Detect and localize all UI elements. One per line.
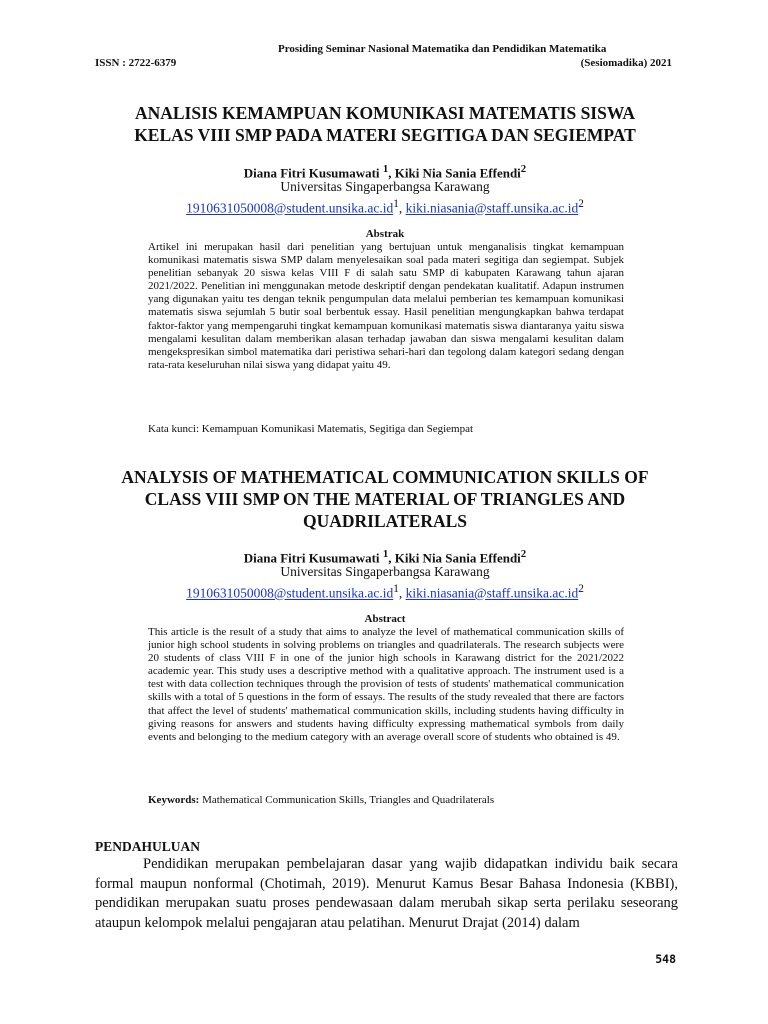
email-2-sup: 2 [578,583,584,595]
title-en-line-2: CLASS VIII SMP ON THE MATERIAL OF TRIANGLES AND [144,489,626,509]
email-link-1[interactable]: 1910631050008@student.unsika.ac.id [186,200,394,216]
author-separator: , [388,165,395,181]
proceedings-subtitle: (Sesiomadika) 2021 [580,57,672,69]
section-heading-pendahuluan: PENDAHULUAN [95,839,201,854]
email-separator: , [398,200,406,216]
author-2-sup: 2 [520,548,527,560]
intro-paragraph: Pendidikan merupakan pembelajaran dasar yang wajib didapatkan individu baik secara formal maupun nonformal (Chotimah, 2019). Menurut Kamus Besar Bahasa Indonesia (KBBI), pendidikan merupakan suatu proses pendewasaan dalam merubah sikap serta perilaku seseorang ataupun kelompok melalui pengajaran atau pelatihan. Menurut Drajat (2014) dalam [95,856,678,931]
author-1: Diana Fitri Kusumawati [243,165,380,181]
email-2-sup: 2 [578,198,584,210]
abstract-heading-en: Abstract [364,613,406,625]
author-2: Kiki Nia Sania Effendi [394,550,521,566]
proceedings-title: Prosiding Seminar Nasional Matematika dan Pendidikan Matematika [278,43,607,55]
title-id-line-1: ANALISIS KEMAMPUAN KOMUNIKASI MATEMATIS SISWA [134,103,636,123]
page-number: 548 [655,952,676,966]
email-1-sup: 1 [393,198,399,210]
abstract-text-en: This article is the result of a study that aims to analyze the level of mathematical communication skills of junior high school students in solving problems on triangles and quadrilaterals. The research subjects were 20 students of class VIII F in one of the junior high schools in Karawang district for the 2021/2022 academic year. This study uses a descriptive method with a qualitative approach. The instrument used is a test with data collection techniques through the provision of tests of students' mathematical communication skills with a total of 5 questions in the form of essays. The results of the study revealed that there are factors that affect the level of students' mathematical communication skills, including students having difficulty in giving reasons for answers and students having difficulty expressing mathematical symbols from daily events and belonging to the medium category with an average overall score of students who obtained is 49. [148,626,624,743]
emails-en [90,580,680,603]
university-id: Universitas Singaperbangsa Karawang [280,179,490,194]
email-link-1[interactable]: 1910631050008@student.unsika.ac.id [186,585,394,601]
author-separator: , [388,550,395,566]
keywords-id [148,423,624,436]
email-separator: , [398,585,406,601]
title-id [90,102,680,146]
author-2: Kiki Nia Sania Effendi [394,165,521,181]
author-2-sup: 2 [520,163,527,175]
author-1-sup: 1 [382,548,389,560]
title-en-line-3: QUADRILATERALS [302,511,467,531]
author-1: Diana Fitri Kusumawati [243,550,380,566]
email-1-sup: 1 [393,583,399,595]
university-en: Universitas Singaperbangsa Karawang [280,564,490,579]
keywords-en [148,794,624,807]
emails-id [90,195,680,218]
abstract-heading-id: Abstrak [365,228,405,240]
keywords-value-id: Kemampuan Komunikasi Matematis, Segitiga dan Segiempat [201,423,474,435]
keywords-label-en: Keywords: [148,794,203,806]
title-en-line-1: ANALYSIS OF MATHEMATICAL COMMUNICATION SKILLS OF [121,467,649,487]
keywords-label-id: Kata kunci: [148,423,202,435]
author-1-sup: 1 [382,163,389,175]
abstract-text-id: Artikel ini merupakan hasil dari penelitian yang bertujuan untuk menganalisis tingkat kemampuan komunikasi matematis siswa SMP dalam menyelesaikan soal pada materi segitiga dan segiempat. Subjek penelitian sebanyak 20 siswa kelas VIII F di salah satu SMP di kabupaten Karawang tahun ajaran 2021/2022. Penelitian ini menggunakan metode deskriptif dengan pendekatan kualitatif. Adapun instrumen yang digunakan yaitu tes dengan teknik pengumpulan data melalui pemberian tes kemampuan komunikasi matematis siswa sejumlah 5 butir soal berbentuk essay. Hasil penelitian mengungkapkan bahwa terdapat faktor-faktor yang mempengaruhi tingkat kemampuan komunikasi matematis siswa diantaranya yaitu siswa mengalami kesulitan dalam memberikan alasan terhadap jawaban dan siswa mengalami kesulitan dalam mengekspresikan simbol matematika dari peristiwa sehari-hari dan tegolong dalam kategori sedang dengan rata-rata keseluruhan nilai siswa yang didapat yaitu 49. [148,241,624,371]
keywords-value-en: Mathematical Communication Skills, Triangles and Quadrilaterals [202,794,495,806]
issn: ISSN : 2722-6379 [95,57,177,69]
title-id-line-2: KELAS VIII SMP PADA MATERI SEGITIGA DAN SEGIEMPAT [134,125,636,145]
email-link-2[interactable]: kiki.niasania@staff.unsika.ac.id [405,200,579,216]
title-en [90,466,680,532]
email-link-2[interactable]: kiki.niasania@staff.unsika.ac.id [405,585,579,601]
